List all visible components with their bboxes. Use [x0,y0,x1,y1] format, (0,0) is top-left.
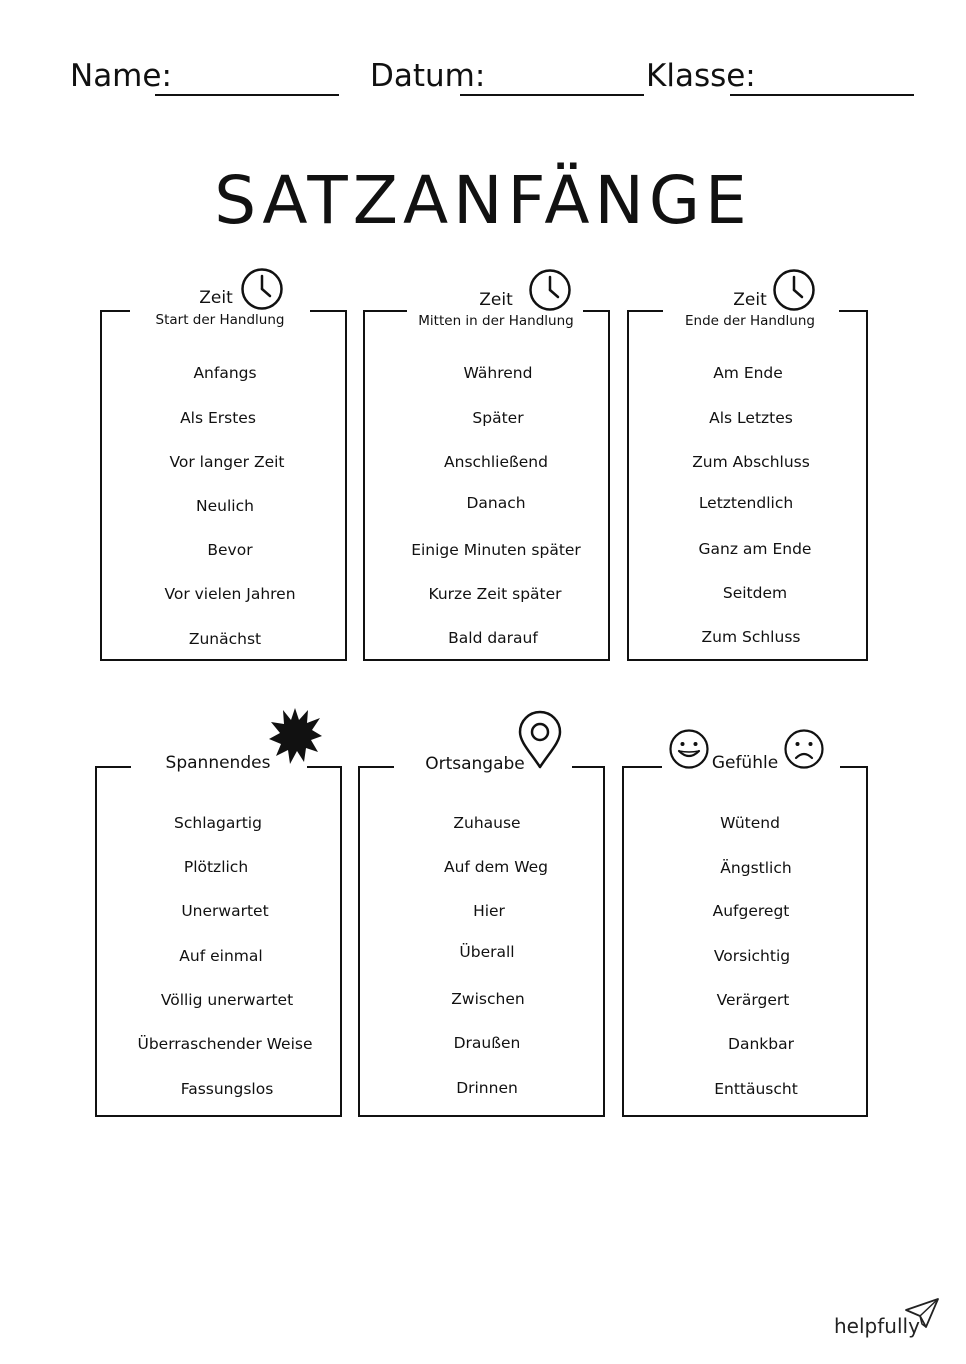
paper-plane-icon [902,1296,942,1330]
list-item: Dankbar [728,1035,794,1053]
smiley-happy-icon [668,728,710,770]
list-item: Ängstlich [720,859,792,877]
list-item: Drinnen [456,1079,518,1097]
box-subtitle: Mitten in der Handlung [418,313,574,329]
box-title: Ortsangabe [425,754,525,774]
list-item: Letztendlich [698,494,794,512]
box-subtitle: Start der Handlung [155,312,285,328]
list-item: Zuhause [453,814,521,832]
list-item: Als Letztes [709,409,793,427]
brand-logo-text: helpfully [834,1314,920,1338]
list-item: Plötzlich [183,858,249,876]
list-item: Fassungslos [180,1080,274,1098]
box-zeit-ende [627,310,868,661]
page-title: SATZANFÄNGE [214,162,752,239]
list-item: Später [472,409,524,427]
list-item: Danach [466,494,526,512]
list-item: Als Erstes [180,409,256,427]
name-label: Name: [70,58,172,94]
explosion-icon [268,706,322,766]
list-item: Aufgeregt [712,902,790,920]
list-item: Verärgert [716,991,790,1009]
location-pin-icon [516,710,564,770]
class-field[interactable] [730,94,914,96]
list-item: Vor langer Zeit [169,453,285,471]
smiley-sad-icon [783,728,825,770]
list-item: Vor vielen Jahren [164,585,296,603]
list-item: Bald darauf [448,629,538,647]
list-item: Schlagartig [174,814,262,832]
box-title: Zeit [733,290,767,310]
box-zeit-start [100,310,347,661]
list-item: Enttäuscht [714,1080,798,1098]
list-item: Vorsichtig [713,947,791,965]
box-title: Spannendes [165,753,271,773]
clock-icon [240,267,284,311]
list-item: Draußen [453,1034,521,1052]
box-zeit-mitte [363,310,610,661]
list-item: Hier [473,902,505,920]
list-item: Überall [459,943,515,961]
list-item: Wütend [720,814,780,832]
list-item: Am Ende [713,364,783,382]
clock-icon [528,268,572,312]
list-item: Während [463,364,533,382]
name-field[interactable] [155,94,339,96]
list-item: Völlig unerwartet [160,991,294,1009]
list-item: Kurze Zeit später [428,585,562,603]
list-item: Zum Schluss [701,628,801,646]
list-item: Auf einmal [179,947,263,965]
date-field[interactable] [460,94,644,96]
list-item: Anfangs [193,364,257,382]
clock-icon [772,268,816,312]
list-item: Ganz am Ende [698,540,812,558]
list-item: Zunächst [188,630,262,648]
list-item: Auf dem Weg [443,858,548,876]
list-item: Anschließend [444,453,548,471]
list-item: Neulich [196,497,254,515]
list-item: Bevor [207,541,253,559]
list-item: Seitdem [722,584,788,602]
box-title: Zeit [479,290,513,310]
box-title: Zeit [199,288,233,308]
list-item: Unerwartet [181,902,269,920]
class-label: Klasse: [646,58,756,94]
box-subtitle: Ende der Handlung [685,313,815,329]
list-item: Zum Abschluss [692,453,810,471]
list-item: Zwischen [451,990,525,1008]
box-title: Gefühle [711,753,779,773]
date-label: Datum: [370,58,486,94]
list-item: Überraschender Weise [137,1035,313,1053]
list-item: Einige Minuten später [411,541,581,559]
